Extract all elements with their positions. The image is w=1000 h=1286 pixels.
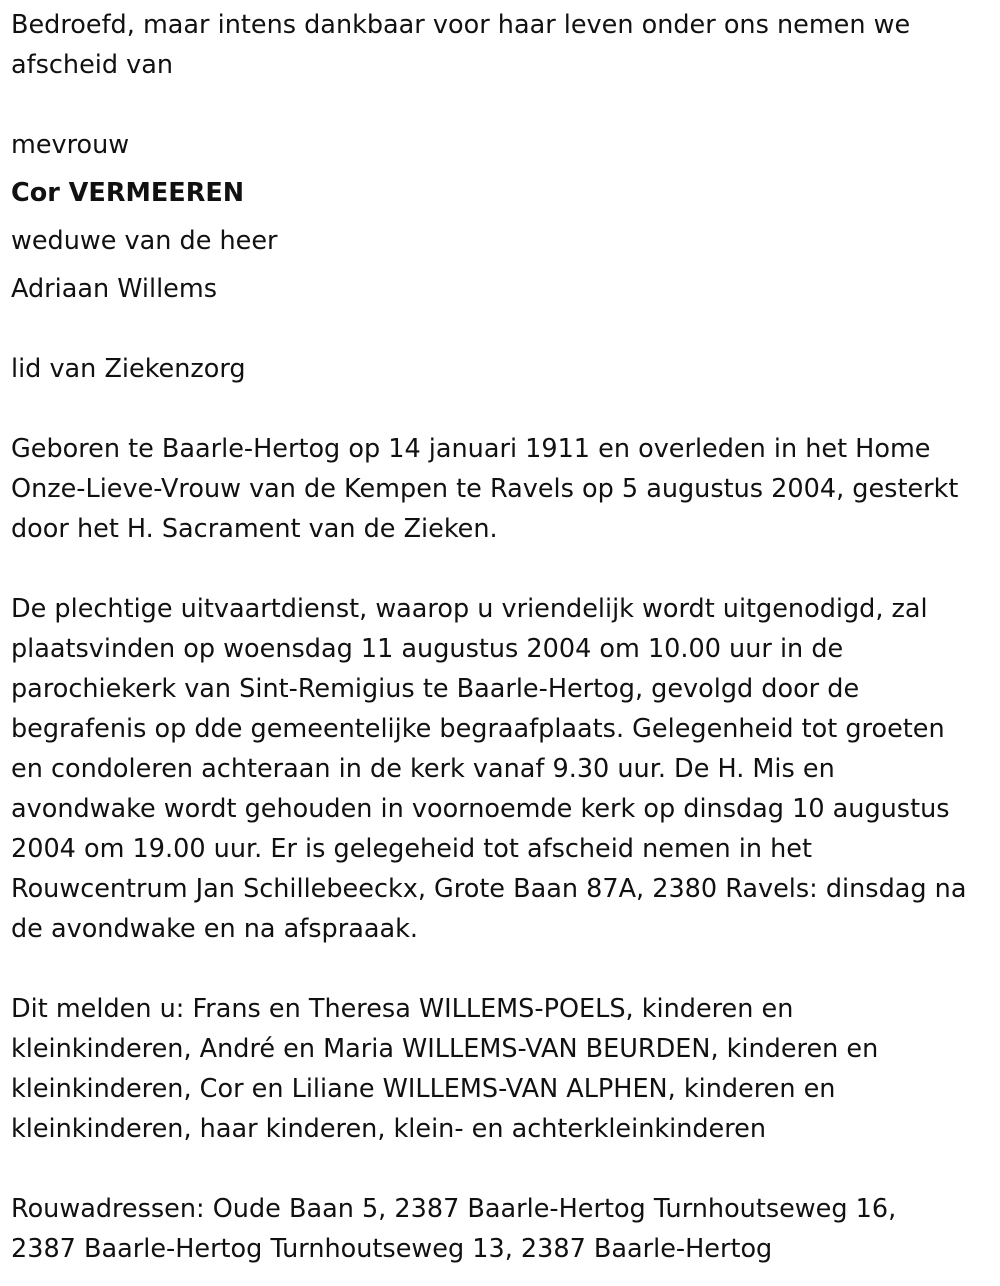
intro-text: Bedroefd, maar intens dankbaar voor haar leven onder ons nemen we afscheid van: [11, 10, 911, 80]
spouse-name: Adriaan Willems: [11, 274, 217, 304]
birth-death-paragraph: Geboren te Baarle-Hertog op 14 januari 1911 en overleden in het Home Onze-Lieve-Vrouw van de Kempen te Ravels op 5 augustus 2004, gesterkt door het H. Sacrament van de Zieken.: [11, 434, 959, 544]
announcers-paragraph: Dit melden u: Frans en Theresa WILLEMS-POELS, kinderen en kleinkinderen, André en Maria WILLEMS-VAN BEURDEN, kinderen en kleinkinderen, Cor en Liliane WILLEMS-VAN ALPHEN, kinderen en kleinkinderen, haar kinderen, klein- en achterkleinkinderen: [11, 994, 879, 1144]
death-notice: [11, 5, 996, 1269]
deceased-name: Cor VERMEEREN: [11, 178, 245, 208]
widow-of-text: weduwe van de heer: [11, 226, 278, 256]
title-prefix: mevrouw: [11, 130, 130, 160]
addresses-paragraph: Rouwadressen: Oude Baan 5, 2387 Baarle-Hertog Turnhoutseweg 16, 2387 Baarle-Hertog Turnhoutseweg 13, 2387 Baarle-Hertog: [11, 1194, 897, 1264]
membership-text: lid van Ziekenzorg: [11, 354, 246, 384]
funeral-paragraph: De plechtige uitvaartdienst, waarop u vriendelijk wordt uitgenodigd, zal plaatsvinden op woensdag 11 augustus 2004 om 10.00 uur in de parochiekerk van Sint-Remigius te Baarle-Hertog, gevolgd door de begrafenis op dde gemeentelijke begraafplaats. Gelegenheid tot groeten en condoleren achteraan in de kerk vanaf 9.30 uur. De H. Mis en avondwake wordt gehouden in voornoemde kerk op dinsdag 10 augustus 2004 om 19.00 uur. Er is gelegeheid tot afscheid nemen in het Rouwcentrum Jan Schillebeeckx, Grote Baan 87A, 2380 Ravels: dinsdag na de avondwake en na afspraaak.: [11, 594, 967, 944]
